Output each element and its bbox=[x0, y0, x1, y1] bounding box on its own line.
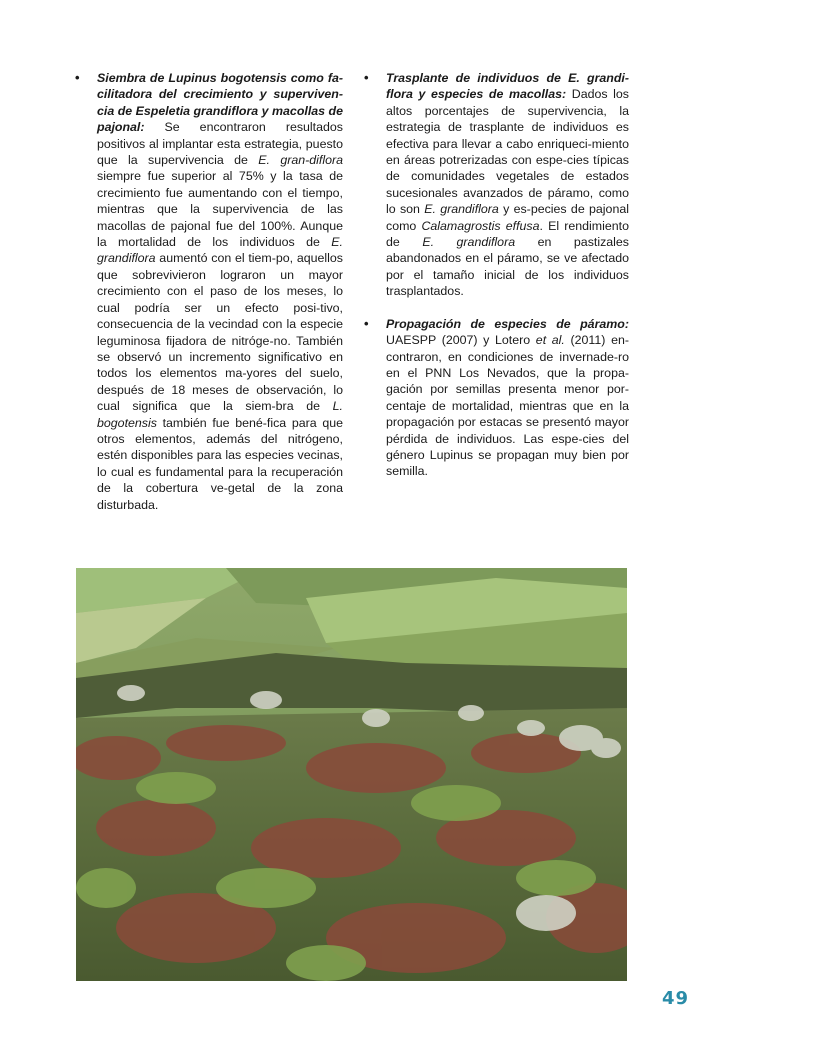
body-text: Dados los altos porcentajes de supervivencia, la estrategia de trasplante de individuos es efectiva para llevar a cabo enriqueci-miento en áreas potrerizadas con espe-cies típicas de comunidades vegetales de estados sucesionales avanzados de páramo, como lo son bbox=[386, 87, 629, 217]
body-text: en pastizales abandonados en el páramo, se ve afectado por el tamaño inicial de los individuos trasplantados. bbox=[386, 235, 630, 299]
bullet-heading: Trasplante de individuos de E. grandi-flora y especies de macollas: bbox=[386, 71, 629, 102]
paramo-landscape-illustration bbox=[76, 568, 627, 981]
species-name: E. gran-diflora bbox=[258, 153, 343, 168]
body-text: UAESPP (2007) y Lotero bbox=[386, 333, 536, 348]
body-text: . El rendimiento de bbox=[386, 218, 629, 250]
body-text: y es-pecies de pajonal como bbox=[386, 202, 629, 233]
species-name: Calamagrostis effusa bbox=[421, 218, 540, 233]
body-text: también fue bené-fica para que otros elementos, además del nitrógeno, estén disponibles para las especies vecinas, lo cual es fundamental para la recuperación de la cobertura ve-getal de la zona disturbada. bbox=[97, 415, 343, 512]
left-column bbox=[75, 70, 343, 529]
species-name: E. grandiflora bbox=[424, 202, 499, 217]
body-text: aumentó con el tiem-po, aquellos que sobrevivieron lograron un mayor crecimiento con el paso de los meses, lo cual podría ser un efecto posi-tivo, consecuencia de la vecindad con la especie leguminosa fijadora de nitróge-no. También se observó un incremento significativo en todos los elementos ma-yores del suelo, después de 18 meses de observación, lo cual significa que la siem-bra de bbox=[97, 251, 343, 414]
bullet-lupinus-sowing bbox=[75, 70, 343, 513]
body-text: (2011) en-contraron, en condiciones de invernade-ro en el PNN Los Nevados, que la propa-gación por semillas presenta menor por-centaje de mortalidad, mientras que en la propagación por estacas se presentó mayor pérdida de individuos. Las espe-cies del género Lupinus se propagan muy bien por semilla. bbox=[386, 333, 629, 479]
species-name: E. grandiflora bbox=[97, 235, 343, 266]
bullet-propagation bbox=[364, 316, 629, 480]
body-text: Se encontraron resultados positivos al implantar esta estrategia, puesto que la supervivencia de bbox=[97, 120, 343, 168]
body-text: siempre fue superior al 75% y la tasa de crecimiento fue aumentando con el tiempo, mientras que la supervivencia de las macollas de pajonal fue del 100%. Aunque la mortalidad de los individuos de bbox=[97, 169, 343, 250]
bullet-marker: • bbox=[75, 70, 80, 85]
paramo-landscape-photo bbox=[76, 568, 627, 981]
bullet-marker: • bbox=[364, 315, 369, 331]
species-name: L. bogotensis bbox=[97, 399, 343, 430]
bullet-transplant bbox=[364, 70, 629, 300]
page-number: 49 bbox=[662, 988, 690, 1009]
citation-et-al: et al. bbox=[535, 333, 565, 348]
bullet-marker: • bbox=[364, 70, 369, 85]
bullet-heading: Propagación de especies de páramo: bbox=[386, 316, 629, 331]
species-name: E. grandiflora bbox=[422, 235, 516, 250]
right-column bbox=[364, 70, 629, 496]
bullet-heading: Siembra de Lupinus bogotensis como fa-cilitadora del crecimiento y superviven-cia de Espeletia grandiflora y macollas de pajonal: bbox=[97, 71, 343, 135]
